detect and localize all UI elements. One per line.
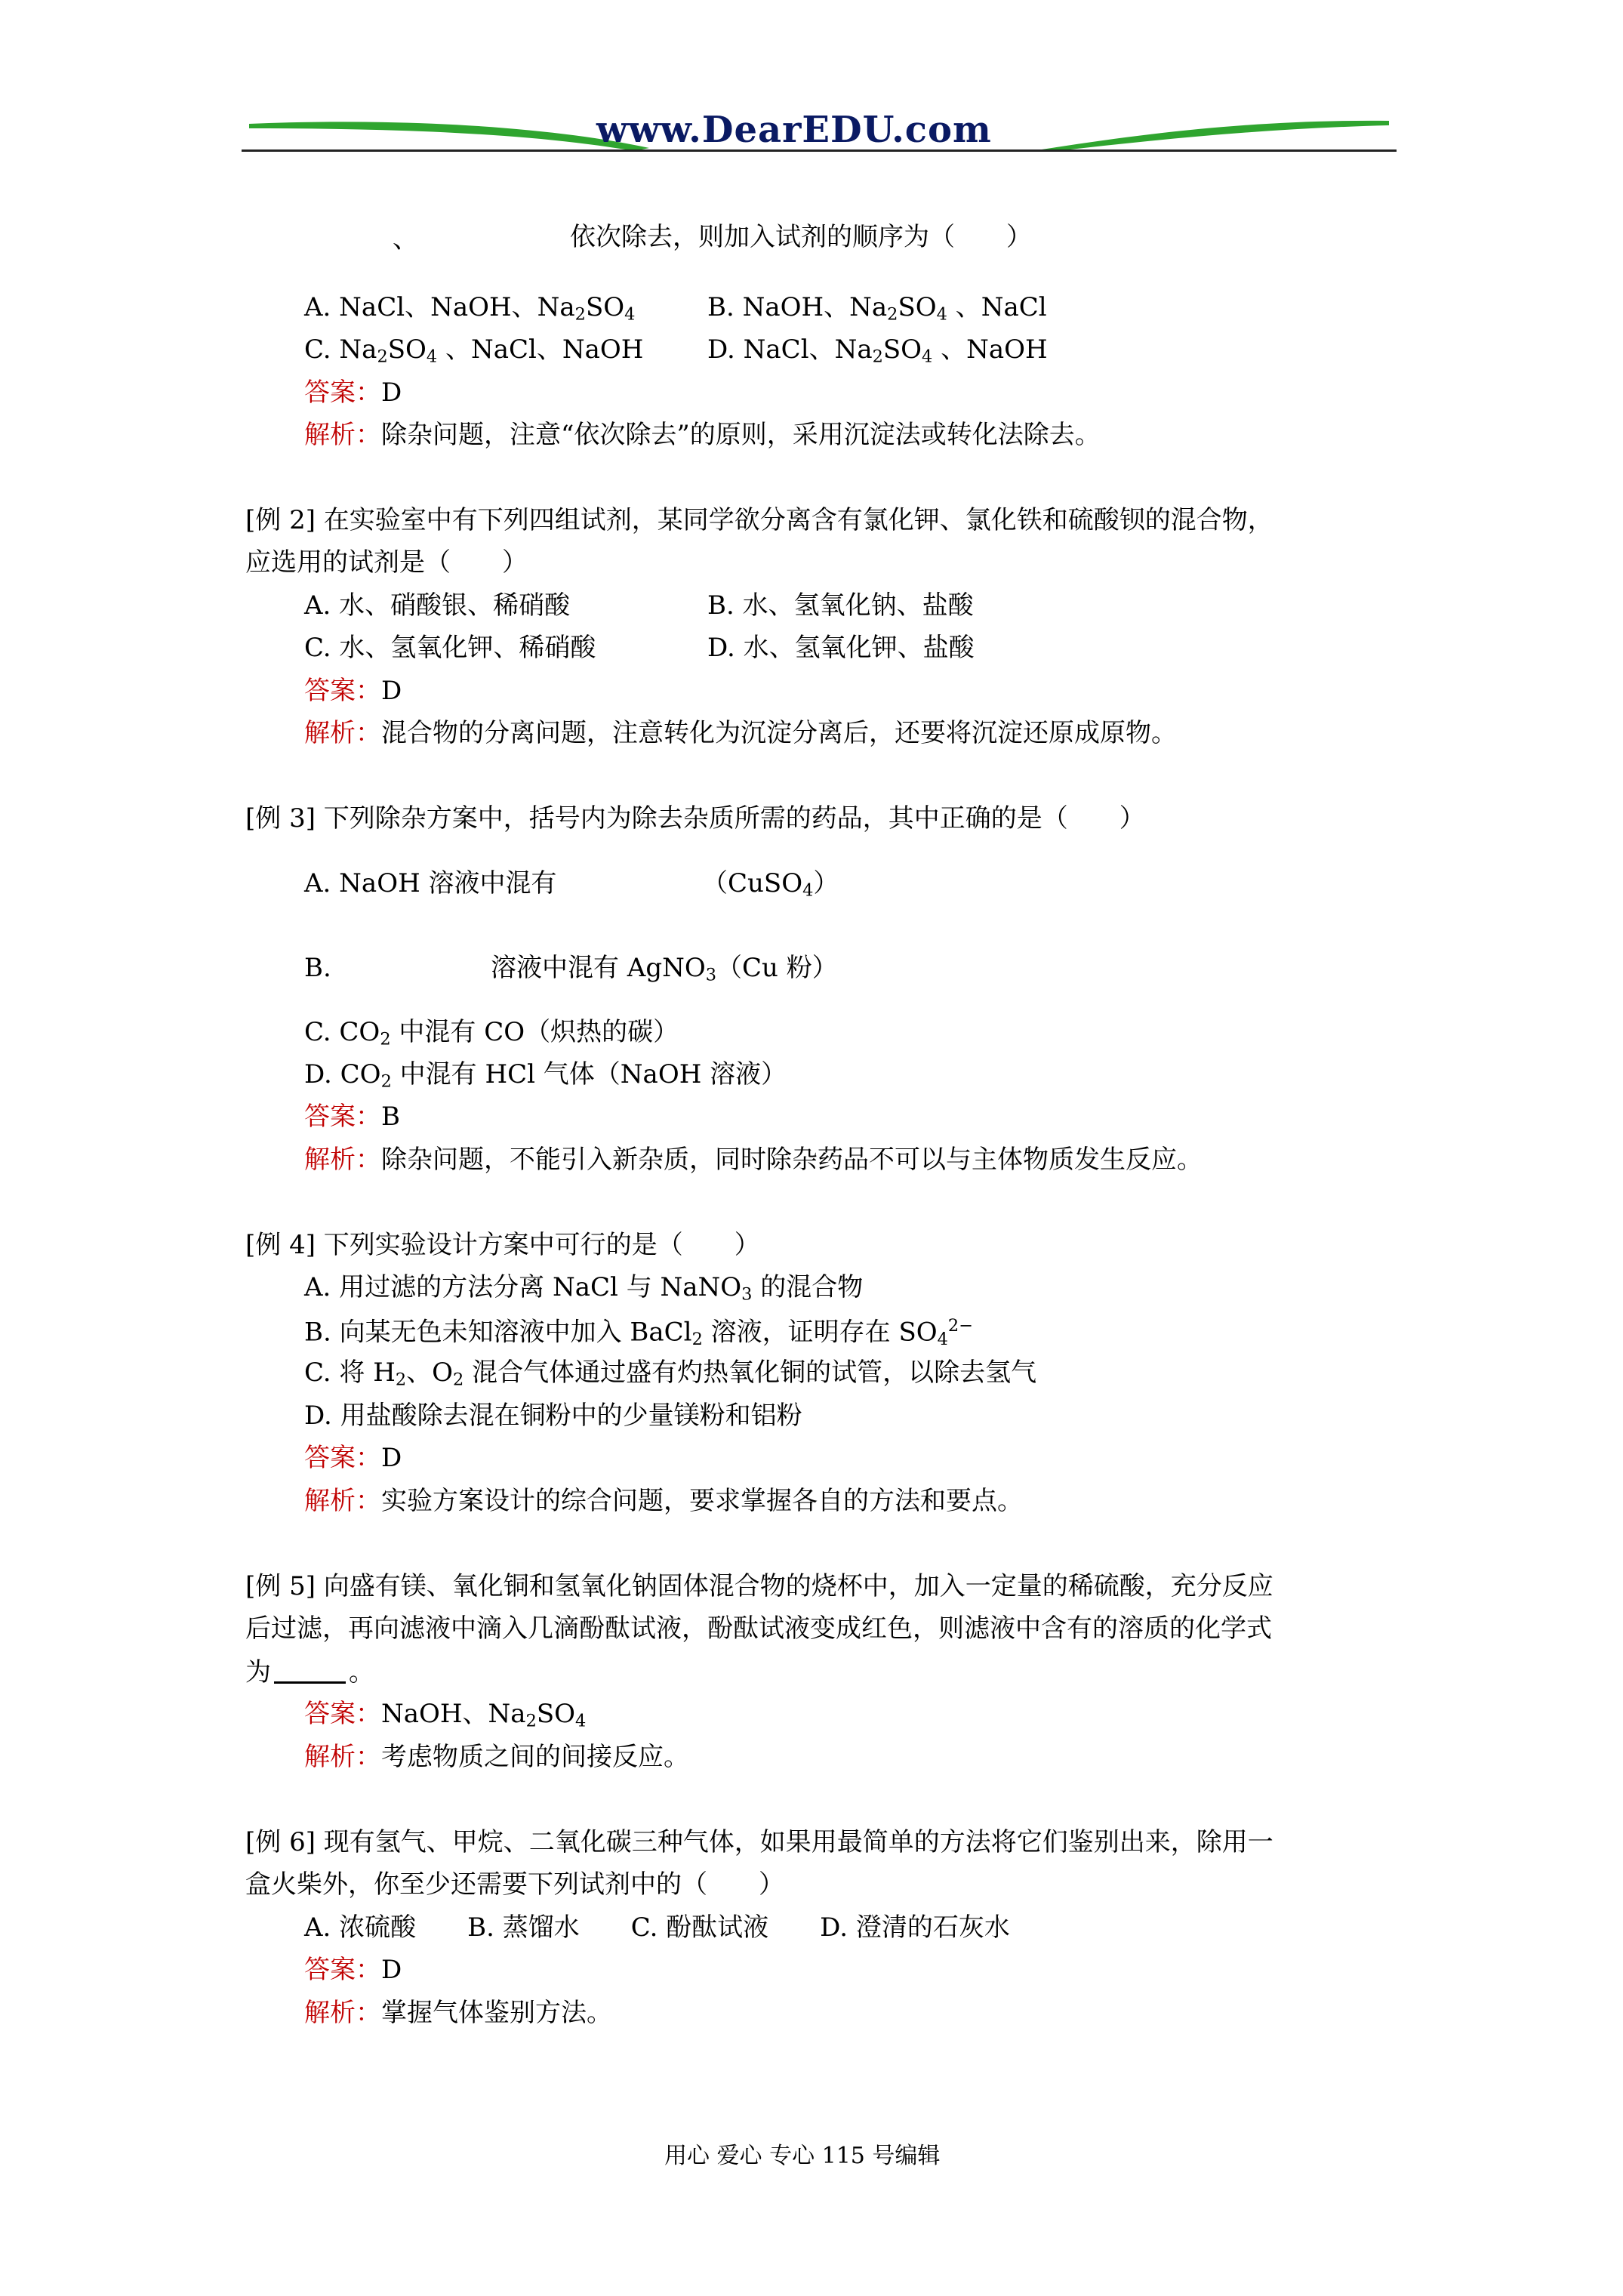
q5-stem-line3: 为 。 bbox=[245, 1657, 374, 1687]
q3-option-a-reagent: （CuSO$_4$） bbox=[702, 868, 839, 901]
q2-option-d: D. 水、氢氧化钾、盐酸 bbox=[707, 633, 975, 663]
q2-analysis: 解析：混合物的分离问题，注意转化为沉淀分离后，还要将沉淀还原成原物。 bbox=[304, 718, 1177, 748]
q2-option-a: A. 水、硝酸银、稀硝酸 bbox=[304, 590, 571, 621]
q1-option-d: D. NaCl、$Na_2SO_4$ 、NaOH bbox=[707, 334, 1048, 367]
q3-answer: 答案：B bbox=[304, 1102, 400, 1132]
q4-option-d: D. 用盐酸除去混在铜粉中的少量镁粉和铝粉 bbox=[304, 1401, 802, 1431]
q2-answer: 答案：D bbox=[304, 676, 402, 706]
q4-answer: 答案：D bbox=[304, 1443, 402, 1473]
q4-option-c: C. 将 $H_2$、$O_2$ 混合气体通过盛有灼热氧化铜的试管，以除去氢气 bbox=[304, 1358, 1037, 1390]
site-logo: www.DearEDU.com bbox=[596, 109, 992, 151]
q1-option-a: A. NaCl、NaOH、$Na_2SO_4$ bbox=[304, 292, 636, 325]
q1-analysis: 解析：除杂问题，注意“依次除去”的原则，采用沉淀法或转化法除去。 bbox=[304, 420, 1101, 450]
q4-option-a: A. 用过滤的方法分离 NaCl 与 NaNO$_3$ 的混合物 bbox=[304, 1272, 864, 1305]
q5-answer: 答案：NaOH、$Na_2SO_4$ bbox=[304, 1699, 587, 1731]
q2-stem-line2: 应选用的试剂是（ ） bbox=[245, 547, 528, 578]
q1-tail-mark: 、 bbox=[393, 224, 418, 254]
q6-options: A. 浓硫酸 B. 蒸馏水 C. 酚酞试液 D. 澄清的石灰水 bbox=[304, 1912, 1010, 1943]
q3-analysis: 解析：除杂问题，不能引入新杂质，同时除杂药品不可以与主体物质发生反应。 bbox=[304, 1145, 1203, 1175]
q2-option-c: C. 水、氢氧化钾、稀硝酸 bbox=[304, 633, 596, 663]
q6-analysis: 解析：掌握气体鉴别方法。 bbox=[304, 1998, 612, 2028]
q3-option-b: B. bbox=[304, 953, 331, 983]
q5-stem-line2: 后过滤，再向滤液中滴入几滴酚酞试液，酚酞试液变成红色，则滤液中含有的溶质的化学式 bbox=[245, 1613, 1272, 1644]
q1-option-b: B. NaOH、$Na_2SO_4$ 、NaCl bbox=[707, 292, 1047, 325]
q2-option-b: B. 水、氢氧化钠、盐酸 bbox=[707, 590, 974, 621]
q3-option-b-text: 溶液中混有 AgNO$_3$（Cu 粉） bbox=[491, 953, 838, 985]
q5-stem-line1: [例 5] 向盛有镁、氧化铜和氢氧化钠固体混合物的烧杯中，加入一定量的稀硫酸，充分反应 bbox=[245, 1571, 1273, 1601]
q4-option-b: B. 向某无色未知溶液中加入 BaCl$_2$ 溶液，证明存在 $SO_4^{2-}$ bbox=[304, 1316, 973, 1349]
q2-stem-line1: [例 2] 在实验室中有下列四组试剂，某同学欲分离含有氯化钾、氯化铁和硫酸钡的混合物， bbox=[245, 505, 1273, 535]
q6-answer: 答案：D bbox=[304, 1955, 402, 1985]
q1-tail-text: 依次除去，则加入试剂的顺序为（ ） bbox=[570, 222, 1032, 252]
page-footer: 用心 爱心 专心 115 号编辑 bbox=[664, 2143, 941, 2169]
page-header bbox=[242, 106, 1397, 159]
q5-analysis: 解析：考虑物质之间的间接反应。 bbox=[304, 1742, 689, 1772]
q3-stem: [例 3] 下列除杂方案中，括号内为除去杂质所需的药品，其中正确的是（ ） bbox=[245, 803, 1145, 834]
q4-analysis: 解析：实验方案设计的综合问题，要求掌握各自的方法和要点。 bbox=[304, 1486, 1023, 1516]
q1-answer: 答案：D bbox=[304, 378, 402, 408]
q3-option-d: D. $CO_2$ 中混有 HCl 气体（NaOH 溶液） bbox=[304, 1059, 787, 1092]
q1-option-c: C. $Na_2SO_4$ 、NaCl、NaOH bbox=[304, 334, 644, 367]
q6-stem-line1: [例 6] 现有氢气、甲烷、二氧化碳三种气体，如果用最简单的方法将它们鉴别出来，除用一 bbox=[245, 1827, 1273, 1857]
answer-blank bbox=[274, 1659, 346, 1684]
q4-stem: [例 4] 下列实验设计方案中可行的是（ ） bbox=[245, 1230, 760, 1260]
q3-option-c: C. $CO_2$ 中混有 CO（炽热的碳） bbox=[304, 1017, 679, 1049]
q6-stem-line2: 盒火柴外，你至少还需要下列试剂中的（ ） bbox=[245, 1869, 784, 1900]
q3-option-a: A. NaOH 溶液中混有 bbox=[304, 868, 557, 898]
